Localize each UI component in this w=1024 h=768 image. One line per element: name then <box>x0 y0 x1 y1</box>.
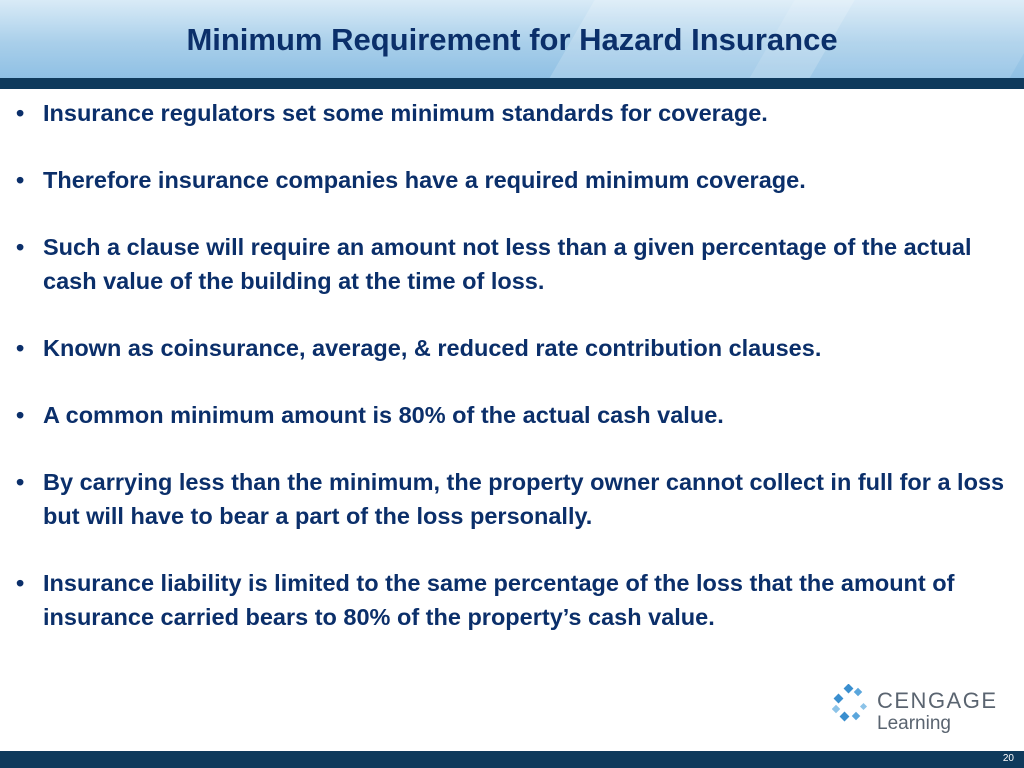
bullet-text: Insurance regulators set some minimum standards for coverage. <box>43 100 768 126</box>
bullet-item <box>14 331 1009 365</box>
bullet-marker: • <box>16 100 25 126</box>
bullet-marker: • <box>16 570 25 596</box>
logo-wordmark-learning: Learning <box>877 713 951 734</box>
bullet-text: By carrying less than the minimum, the property owner cannot collect in full for a loss but will have to bear a part of the loss personally. <box>43 469 1005 529</box>
footer-bar <box>0 751 1024 768</box>
bullet-item <box>14 566 1009 634</box>
header-divider-bar <box>0 78 1024 89</box>
bullet-text: Such a clause will require an amount not less than a given percentage of the actual cash value of the building at the time of loss. <box>43 234 972 294</box>
slide-title: Minimum Requirement for Hazard Insurance <box>186 22 838 57</box>
bullet-item <box>14 163 1009 197</box>
bullet-marker: • <box>16 402 25 428</box>
bullet-item <box>14 230 1009 298</box>
bullet-marker: • <box>16 335 25 361</box>
cengage-logo-icon <box>832 684 870 722</box>
bullet-item <box>14 398 1009 432</box>
bullet-text: Known as coinsurance, average, & reduced rate contribution clauses. <box>43 335 822 361</box>
logo-wordmark-cengage: CENGAGE <box>877 688 998 713</box>
cengage-logo <box>832 682 998 738</box>
bullet-marker: • <box>16 234 25 260</box>
bullet-text: Therefore insurance companies have a required minimum coverage. <box>43 167 806 193</box>
bullet-item <box>14 465 1009 533</box>
bullet-text: A common minimum amount is 80% of the actual cash value. <box>43 402 724 428</box>
bullet-text: Insurance liability is limited to the same percentage of the loss that the amount of insurance carried bears to 80% of the property’s cash value. <box>43 570 955 630</box>
bullet-marker: • <box>16 469 25 495</box>
bullet-list <box>14 96 1009 667</box>
bullet-marker: • <box>16 167 25 193</box>
slide-header <box>0 0 1024 78</box>
bullet-item <box>14 96 1009 130</box>
page-number: 20 <box>1002 753 1014 764</box>
